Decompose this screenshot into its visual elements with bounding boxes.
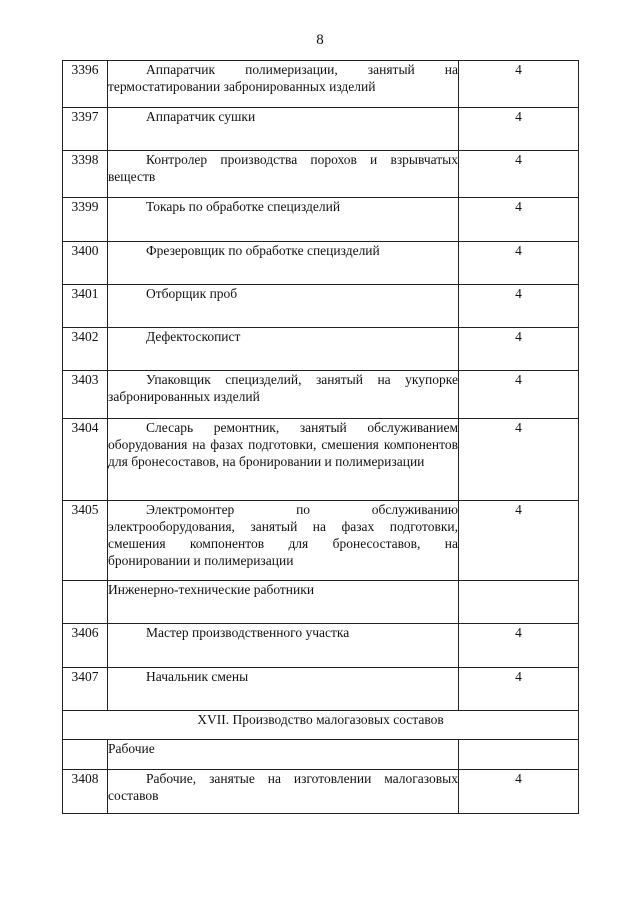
occupation-name: Токарь по обработке специзделий: [108, 198, 459, 242]
grade-value: 4: [459, 371, 579, 419]
grade-value: 4: [459, 242, 579, 285]
occupations-table: [62, 60, 579, 814]
row-number: 3402: [63, 328, 108, 371]
grade-value: 4: [459, 151, 579, 198]
row-number: 3397: [63, 108, 108, 151]
occupation-name: Фрезеровщик по обработке специзделий: [108, 242, 459, 285]
row-number: 3400: [63, 242, 108, 285]
grade-value: 4: [459, 624, 579, 668]
page-number: 8: [316, 32, 324, 48]
occupation-name: Дефектоскопист: [108, 328, 459, 371]
grade-value: 4: [459, 328, 579, 371]
row-number: 3406: [63, 624, 108, 668]
row-number: 3399: [63, 198, 108, 242]
occupation-name: Слесарь ремонтник, занятый обслуживанием оборудования на фазах подготовки, смешения компонентов для бронесоставов, на бронировании и полимеризации: [108, 419, 459, 501]
occupation-name: Контролер производства порохов и взрывчатых веществ: [108, 151, 459, 198]
subheading-row: [63, 581, 579, 624]
row-number: 3405: [63, 501, 108, 581]
occupation-name: Мастер производственного участка: [108, 624, 459, 668]
row-number: 3398: [63, 151, 108, 198]
row-number: 3403: [63, 371, 108, 419]
table-row: [63, 61, 579, 108]
grade-value: 4: [459, 419, 579, 501]
table-row: [63, 501, 579, 581]
table-row: [63, 371, 579, 419]
table-row: [63, 419, 579, 501]
grade-value: 4: [459, 61, 579, 108]
grade-value: 4: [459, 770, 579, 814]
occupation-name: Начальник смены: [108, 668, 459, 711]
grade-value: 4: [459, 198, 579, 242]
occupation-name: Аппаратчик сушки: [108, 108, 459, 151]
table-row: [63, 624, 579, 668]
table-row: [63, 328, 579, 371]
occupation-name: Отборщик проб: [108, 285, 459, 328]
table-row: [63, 108, 579, 151]
table-row: [63, 151, 579, 198]
table-row: [63, 242, 579, 285]
grade-value: 4: [459, 668, 579, 711]
table-row: [63, 668, 579, 711]
section-row: [63, 711, 579, 740]
table-row: [63, 770, 579, 814]
row-number: 3404: [63, 419, 108, 501]
grade-value: 4: [459, 108, 579, 151]
row-number: 3408: [63, 770, 108, 814]
row-number: 3401: [63, 285, 108, 328]
grade-value: 4: [459, 501, 579, 581]
table-row: [63, 285, 579, 328]
occupation-name: Аппаратчик полимеризации, занятый на термостатировании забронированных изделий: [108, 61, 459, 108]
occupation-name: Рабочие, занятые на изготовлении малогазовых составов: [108, 770, 459, 814]
subheading-row: [63, 740, 579, 770]
occupation-name: Электромонтер по обслуживанию электрооборудования, занятый на фазах подготовки, смешения компонентов для бронесоставов, на бронировании и полимеризации: [108, 501, 459, 581]
occupation-name: Упаковщик специзделий, занятый на укупорке забронированных изделий: [108, 371, 459, 419]
row-number: 3396: [63, 61, 108, 108]
table-row: [63, 198, 579, 242]
section-title: XVII. Производство малогазовых составов: [63, 711, 579, 740]
subheading-workers: Рабочие: [108, 740, 459, 770]
subheading-engineering: Инженерно-технические работники: [108, 581, 459, 624]
row-number: 3407: [63, 668, 108, 711]
grade-value: 4: [459, 285, 579, 328]
